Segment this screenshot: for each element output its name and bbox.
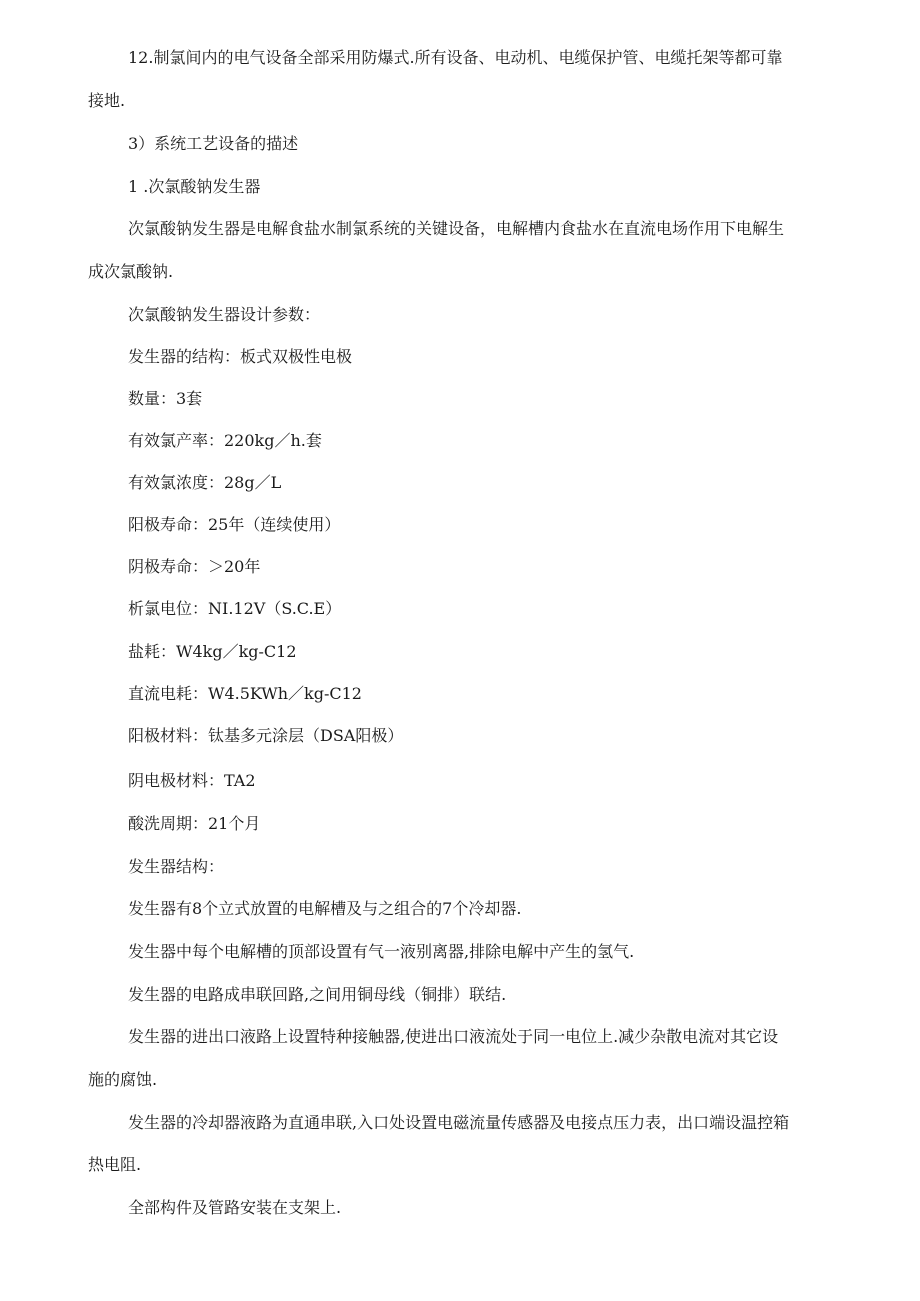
paragraph-series-circuit: 发生器的电路成串联回路,之间用铜母线（铜排）联结. xyxy=(128,985,507,1004)
param-anode-material: 阳极材料：钛基多元涂层（DSA阳极） xyxy=(128,726,404,745)
section-heading: 3）系统工艺设备的描述 xyxy=(128,134,299,153)
paragraph-continuation: 施的腐蚀. xyxy=(88,1070,158,1089)
param-anode-life: 阳极寿命：25年（连续使用） xyxy=(128,515,341,534)
paragraph-cooler-circuit: 发生器的冷却器液路为直通串联,入口处设置电磁流量传感器及电接点压力表，出口端设温控箱 xyxy=(128,1113,790,1132)
param-heading: 次氯酸钠发生器设计参数： xyxy=(128,305,321,324)
param-dc-consumption: 直流电耗：W4.5KWh／kg-C12 xyxy=(128,684,362,703)
structure-heading: 发生器结构： xyxy=(128,857,225,876)
paragraph-continuation: 成次氯酸钠. xyxy=(88,262,174,281)
param-structure: 发生器的结构：板式双极性电极 xyxy=(128,347,353,366)
paragraph-electrical-explosion-proof: 12.制氯间内的电气设备全部采用防爆式.所有设备、电动机、电缆保护管、电缆托架等都可靠 xyxy=(128,48,783,67)
paragraph-continuation: 热电阻. xyxy=(88,1155,142,1174)
paragraph-mounting: 全部构件及管路安装在支架上. xyxy=(128,1198,342,1217)
param-cathode-material: 阴电极材料：TA2 xyxy=(128,771,256,790)
param-quantity: 数量：3套 xyxy=(128,389,203,408)
param-acid-wash-cycle: 酸洗周期：21个月 xyxy=(128,814,261,833)
paragraph-gas-separator: 发生器中每个电解槽的顶部设置有气一液别离器,排除电解中产生的氢气. xyxy=(128,942,635,961)
paragraph-generator-intro: 次氯酸钠发生器是电解食盐水制氯系统的关键设备，电解槽内食盐水在直流电场作用下电解生 xyxy=(128,219,785,238)
paragraph-continuation: 接地. xyxy=(88,91,126,110)
subsection-heading: 1 .次氯酸钠发生器 xyxy=(128,177,261,196)
param-chlorine-potential: 析氯电位：NI.12V（S.C.E） xyxy=(128,599,342,618)
paragraph-electrolyzers: 发生器有8个立式放置的电解槽及与之组合的7个冷却器. xyxy=(128,899,522,918)
paragraph-contactor: 发生器的进出口液路上设置特种接触器,使进出口液流处于同一电位上.减少杂散电流对其它设 xyxy=(128,1027,779,1046)
param-chlorine-rate: 有效氯产率：220kg／h.套 xyxy=(128,431,322,450)
param-salt-consumption: 盐耗：W4kg／kg-C12 xyxy=(128,642,297,661)
param-cathode-life: 阴极寿命：＞20年 xyxy=(128,557,261,576)
param-chlorine-concentration: 有效氯浓度：28g／L xyxy=(128,473,282,492)
